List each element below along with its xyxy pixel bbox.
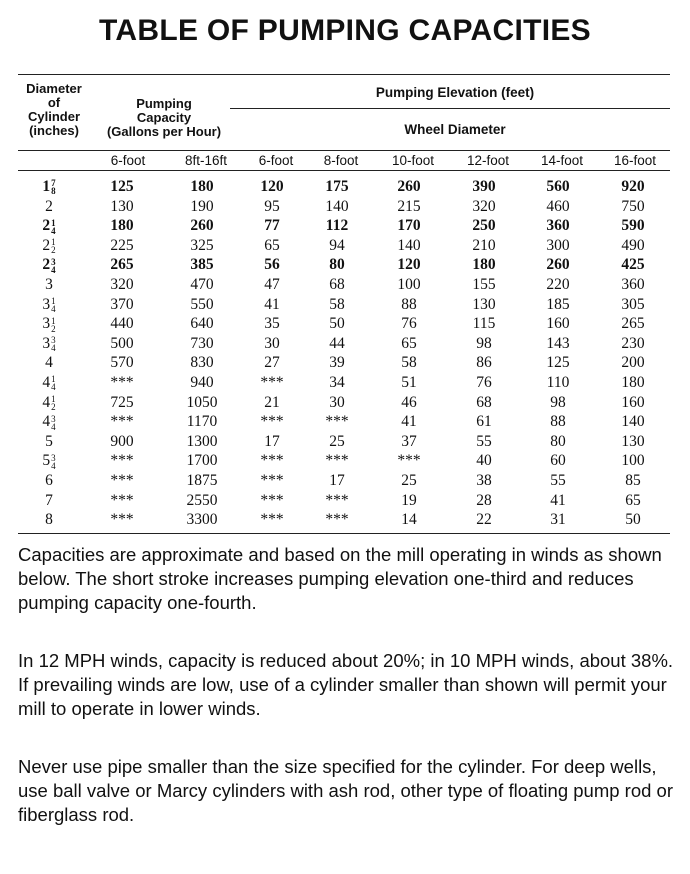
table-cell: 180	[621, 373, 645, 391]
table-cell: 100	[397, 275, 421, 293]
table-cell: 27	[264, 354, 280, 372]
table-cell: 180	[472, 256, 496, 274]
table-cell: 44	[329, 334, 345, 352]
table-cell: 920	[621, 178, 645, 195]
fraction-denominator: 2	[51, 245, 56, 256]
diameter-fraction	[51, 297, 56, 313]
fraction-denominator: 8	[51, 186, 56, 197]
table-cell: 320	[472, 197, 496, 215]
table-cell: 725	[110, 393, 134, 411]
column-header: 8-foot	[323, 153, 359, 168]
table-cell: 425	[621, 256, 645, 274]
table-row	[18, 451, 670, 471]
table-top-rule	[18, 74, 670, 75]
table-cell: 80	[550, 432, 566, 450]
table-cell: 60	[550, 452, 566, 470]
diameter-whole: 4	[42, 413, 51, 431]
header-wheel-diameter: Wheel Diameter	[404, 122, 506, 137]
table-cell: 55	[476, 432, 492, 450]
table-cell: 30	[329, 393, 345, 411]
table-cell: 55	[550, 471, 566, 489]
table-cell: 98	[550, 393, 566, 411]
note-paragraph: Capacities are approximate and based on the mill operating in winds as shown below. The short stroke increases pumping elevation one-third and reduces pumping capacity one-fourth.	[18, 544, 662, 613]
diameter-fraction	[51, 375, 56, 391]
table-cell: 112	[325, 217, 349, 235]
table-cell: 500	[110, 334, 134, 352]
cylinder-diameter	[18, 432, 80, 452]
table-cell: 88	[401, 295, 417, 313]
header-capacity-line: Pumping	[136, 96, 192, 111]
table-cell: 2550	[186, 491, 218, 509]
table-cell: 51	[401, 373, 417, 391]
table-row	[18, 275, 670, 295]
fraction-numerator: 3	[51, 413, 56, 424]
fraction-denominator: 4	[51, 421, 56, 432]
table-cell: 68	[329, 275, 345, 293]
table-row	[18, 471, 670, 491]
table-cell: 140	[621, 413, 645, 431]
table-cell: ***	[110, 491, 134, 509]
table-cell: 38	[476, 471, 492, 489]
table-cell: 58	[329, 295, 345, 313]
table-cell: 560	[546, 178, 570, 195]
table-cell: 370	[110, 295, 134, 313]
header-diameter-line: (inches)	[29, 123, 79, 138]
table-cell: 155	[472, 275, 496, 293]
table-row	[18, 197, 670, 217]
table-cell: ***	[397, 452, 421, 470]
table-cell: 940	[190, 373, 214, 391]
table-cell: 95	[264, 197, 280, 215]
table-cell: 41	[401, 413, 417, 431]
diameter-fraction	[51, 317, 56, 333]
table-cell: 215	[397, 197, 421, 215]
table-row	[18, 295, 670, 315]
table-cell: 440	[110, 315, 134, 333]
column-header: 10-foot	[391, 153, 435, 168]
header-diameter-line: Diameter	[26, 81, 82, 96]
table-cell: 130	[621, 432, 645, 450]
table-cell: 180	[190, 178, 214, 195]
cylinder-diameter	[18, 236, 80, 256]
table-cell: 22	[476, 511, 492, 529]
table-cell: 50	[625, 511, 641, 529]
table-cell: ***	[260, 452, 284, 470]
header-capacity-line: (Gallons per Hour)	[106, 124, 222, 139]
fraction-numerator: 1	[51, 374, 56, 385]
table-cell: 1170	[186, 413, 218, 431]
table-row	[18, 491, 670, 511]
table-row	[18, 314, 670, 334]
table-cell: 265	[110, 256, 134, 274]
table-cell: 30	[264, 334, 280, 352]
table-cell: ***	[110, 452, 134, 470]
cylinder-diameter	[18, 334, 80, 354]
table-cell: 1875	[186, 471, 218, 489]
table-cell: 120	[260, 178, 284, 195]
fraction-denominator: 4	[51, 343, 56, 354]
cylinder-diameter	[18, 314, 80, 334]
table-cell: 39	[329, 354, 345, 372]
table-cell: 47	[264, 275, 280, 293]
table-cell: 85	[625, 471, 641, 489]
table-cell: 80	[329, 256, 345, 274]
table-cell: 750	[621, 197, 645, 215]
table-cell: 94	[329, 236, 345, 254]
table-cell: 68	[476, 393, 492, 411]
table-cell: ***	[260, 413, 284, 431]
diameter-whole: 2	[42, 217, 51, 235]
table-cell: 34	[329, 373, 345, 391]
table-cell: 260	[397, 178, 421, 195]
cylinder-diameter	[18, 491, 80, 511]
fraction-numerator: 1	[51, 237, 56, 248]
diameter-whole: 8	[45, 511, 53, 529]
page-title: TABLE OF PUMPING CAPACITIES	[99, 14, 591, 47]
table-cell: 25	[401, 471, 417, 489]
table-cell: 140	[325, 197, 349, 215]
fraction-numerator: 1	[51, 393, 56, 404]
table-cell: 460	[546, 197, 570, 215]
diameter-fraction	[51, 395, 56, 411]
table-cell: 65	[264, 236, 280, 254]
table-cell: ***	[260, 491, 284, 509]
table-cell: 1050	[186, 393, 218, 411]
table-cell: 160	[621, 393, 645, 411]
diameter-fraction	[51, 415, 56, 431]
fraction-numerator: 3	[51, 335, 56, 346]
table-cell: 56	[264, 256, 280, 274]
table-cell: 21	[264, 393, 280, 411]
table-cell: 100	[621, 452, 645, 470]
table-cell: 37	[401, 432, 417, 450]
table-cell: 140	[397, 236, 421, 254]
table-cell: 160	[546, 315, 570, 333]
header-capacity	[100, 97, 228, 139]
table-row	[18, 510, 670, 530]
table-cell: 58	[401, 354, 417, 372]
diameter-fraction	[51, 258, 56, 274]
table-cell: ***	[110, 413, 134, 431]
cylinder-diameter	[18, 412, 80, 432]
diameter-whole: 3	[45, 275, 53, 293]
table-cell: 41	[550, 491, 566, 509]
table-row	[18, 393, 670, 413]
fraction-denominator: 4	[51, 264, 56, 275]
table-cell: 86	[476, 354, 492, 372]
table-cell: ***	[110, 471, 134, 489]
header-elevation: Pumping Elevation (feet)	[375, 85, 535, 100]
header-capacity-line: Capacity	[136, 110, 192, 125]
table-cell: 76	[476, 373, 492, 391]
table-cell: 590	[621, 217, 645, 235]
cylinder-diameter	[18, 216, 80, 236]
column-header: 8ft-16ft	[184, 153, 228, 168]
table-cell: 210	[472, 236, 496, 254]
table-cell: 3300	[186, 511, 218, 529]
diameter-whole: 1	[42, 178, 51, 195]
table-cell: ***	[325, 413, 349, 431]
table-cell: ***	[325, 452, 349, 470]
diameter-fraction	[51, 336, 56, 352]
table-cell: 900	[110, 432, 134, 450]
fraction-denominator: 2	[51, 323, 56, 334]
table-cell: 76	[401, 315, 417, 333]
table-cell: 470	[190, 275, 214, 293]
table-cell: 14	[401, 511, 417, 529]
cylinder-diameter	[18, 255, 80, 275]
note-paragraph: In 12 MPH winds, capacity is reduced about 20%; in 10 MPH winds, about 38%. If prevailing winds are low, use of a cylinder smaller than shown will permit your mill to operate in lower winds.	[18, 650, 674, 719]
table-cell: ***	[325, 511, 349, 529]
table-cell: 125	[110, 178, 134, 195]
note-paragraph: Never use pipe smaller than the size specified for the cylinder. For deep wells, use ball valve or Marcy cylinders with ash rod, other type of floating pump rod or fiberglass rod.	[18, 756, 674, 825]
column-header: 6-foot	[258, 153, 294, 168]
diameter-whole: 3	[42, 295, 51, 313]
cylinder-diameter	[18, 275, 80, 295]
fraction-denominator: 4	[51, 225, 56, 236]
table-row	[18, 236, 670, 256]
table-row	[18, 177, 670, 197]
cylinder-diameter	[18, 471, 80, 491]
table-cell: 640	[190, 315, 214, 333]
fraction-numerator: 3	[51, 452, 56, 463]
table-cell: 61	[476, 413, 492, 431]
diameter-whole: 6	[45, 471, 53, 489]
table-cell: 190	[190, 197, 214, 215]
table-cell: 325	[190, 236, 214, 254]
table-cell: 120	[397, 256, 421, 274]
fraction-numerator: 1	[51, 315, 56, 326]
diameter-whole: 3	[42, 315, 51, 333]
fraction-denominator: 4	[51, 460, 56, 471]
diameter-whole: 4	[42, 373, 51, 391]
table-cell: 50	[329, 315, 345, 333]
table-row	[18, 373, 670, 393]
fraction-numerator: 7	[51, 178, 56, 189]
cylinder-diameter	[18, 393, 80, 413]
table-row	[18, 216, 670, 236]
cylinder-diameter	[18, 353, 80, 373]
table-cell: 830	[190, 354, 214, 372]
table-cell: 40	[476, 452, 492, 470]
table-row	[18, 432, 670, 452]
table-cell: 98	[476, 334, 492, 352]
table-row	[18, 412, 670, 432]
diameter-whole: 4	[42, 393, 51, 411]
diameter-fraction	[51, 454, 56, 470]
column-header-rule	[18, 150, 670, 151]
fraction-numerator: 3	[51, 256, 56, 267]
table-cell: 17	[264, 432, 280, 450]
table-cell: 110	[546, 373, 570, 391]
table-cell: 115	[472, 315, 496, 333]
cylinder-diameter	[18, 177, 80, 197]
header-diameter	[18, 82, 90, 138]
table-cell: 31	[550, 511, 566, 529]
diameter-whole: 5	[45, 432, 53, 450]
diameter-whole: 7	[45, 491, 53, 509]
table-cell: 220	[546, 275, 570, 293]
fraction-denominator: 4	[51, 304, 56, 314]
diameter-whole: 4	[45, 354, 53, 372]
table-cell: 180	[110, 217, 134, 235]
table-cell: 305	[621, 295, 645, 313]
table-cell: 185	[546, 295, 570, 313]
table-cell: 320	[110, 275, 134, 293]
cylinder-diameter	[18, 373, 80, 393]
table-cell: ***	[325, 491, 349, 509]
table-cell: 230	[621, 334, 645, 352]
table-cell: 570	[110, 354, 134, 372]
diameter-whole: 5	[42, 452, 51, 470]
table-row	[18, 334, 670, 354]
table-cell: 175	[325, 178, 349, 195]
column-header-bottom-rule	[18, 170, 670, 171]
column-header: 12-foot	[466, 153, 510, 168]
table-cell: 35	[264, 315, 280, 333]
table-cell: 360	[546, 217, 570, 235]
column-header: 16-foot	[613, 153, 657, 168]
table-cell: 46	[401, 393, 417, 411]
table-cell: ***	[260, 373, 284, 391]
table-cell: 265	[621, 315, 645, 333]
cylinder-diameter	[18, 510, 80, 530]
table-row	[18, 353, 670, 373]
diameter-whole: 2	[42, 236, 51, 254]
table-cell: 225	[110, 236, 134, 254]
table-cell: 41	[264, 295, 280, 313]
diameter-fraction	[51, 238, 56, 254]
table-cell: 385	[190, 256, 214, 274]
table-cell: 1300	[186, 432, 218, 450]
table-row	[18, 255, 670, 275]
table-cell: 17	[329, 471, 345, 489]
header-diameter-line: Cylinder	[27, 109, 80, 124]
table-cell: 1700	[186, 452, 218, 470]
diameter-fraction	[51, 219, 56, 235]
table-cell: 490	[621, 236, 645, 254]
table-cell: 730	[190, 334, 214, 352]
table-cell: 25	[329, 432, 345, 450]
column-header: 14-foot	[540, 153, 584, 168]
table-cell: 65	[625, 491, 641, 509]
cylinder-diameter	[18, 451, 80, 471]
table-cell: 130	[110, 197, 134, 215]
table-cell: ***	[110, 511, 134, 529]
cylinder-diameter	[18, 197, 80, 217]
table-cell: ***	[260, 511, 284, 529]
column-header: 6-foot	[110, 153, 146, 168]
table-cell: 260	[190, 217, 214, 235]
table-bottom-rule	[18, 533, 670, 534]
table-cell: 143	[546, 334, 570, 352]
fraction-numerator: 1	[51, 296, 56, 306]
diameter-fraction	[51, 179, 56, 195]
table-cell: 260	[546, 256, 570, 274]
fraction-denominator: 4	[51, 382, 56, 393]
table-cell: ***	[260, 471, 284, 489]
table-cell: 88	[550, 413, 566, 431]
fraction-numerator: 1	[51, 217, 56, 228]
table-cell: 125	[546, 354, 570, 372]
table-cell: 550	[190, 295, 214, 313]
table-cell: 65	[401, 334, 417, 352]
table-cell: 77	[264, 217, 280, 235]
table-cell: 19	[401, 491, 417, 509]
table-cell: 300	[546, 236, 570, 254]
table-cell: 250	[472, 217, 496, 235]
header-diameter-line: of	[47, 95, 61, 110]
diameter-whole: 3	[42, 334, 51, 352]
diameter-whole: 2	[42, 256, 51, 274]
table-cell: 390	[472, 178, 496, 195]
table-cell: ***	[110, 373, 134, 391]
table-cell: 360	[621, 275, 645, 293]
cylinder-diameter	[18, 295, 80, 315]
elevation-rule	[230, 108, 670, 109]
table-cell: 130	[472, 295, 496, 313]
table-cell: 28	[476, 491, 492, 509]
table-cell: 170	[397, 217, 421, 235]
fraction-denominator: 2	[51, 401, 56, 412]
table-cell: 200	[621, 354, 645, 372]
capacity-table	[18, 177, 670, 530]
diameter-whole: 2	[45, 197, 53, 215]
